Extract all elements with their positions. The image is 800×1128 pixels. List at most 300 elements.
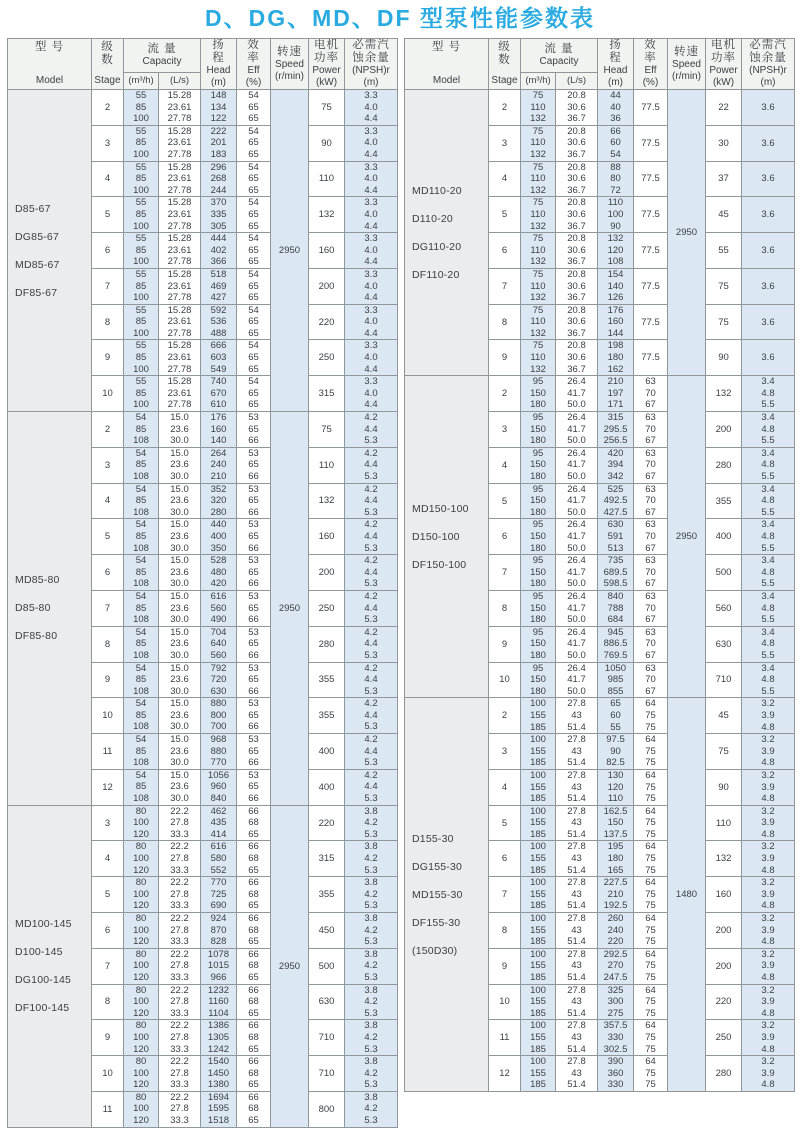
npsh-cell: 3.4 4.8 5.5 <box>742 626 795 662</box>
power-cell: 220 <box>309 805 345 841</box>
npsh-cell: 3.4 4.8 5.5 <box>742 483 795 519</box>
power-cell: 90 <box>706 769 742 805</box>
head-cell: 110 100 90 <box>598 197 634 233</box>
eff-cell: 54 65 65 <box>237 90 271 126</box>
head-cell: 924 870 828 <box>201 912 237 948</box>
npsh-cell: 3.3 4.0 4.4 <box>345 233 398 269</box>
col-header-stage: 级 数 Stage <box>489 39 521 90</box>
capacity-ls-cell: 15.28 23.61 27.78 <box>159 340 201 376</box>
power-cell: 200 <box>309 555 345 591</box>
capacity-ls-cell: 20.8 30.6 36.7 <box>556 304 598 340</box>
head-cell: 357.5 330 302.5 <box>598 1020 634 1056</box>
power-cell: 500 <box>309 948 345 984</box>
capacity-ls-cell: 15.28 23.61 27.78 <box>159 304 201 340</box>
head-cell: 592 536 488 <box>201 304 237 340</box>
head-cell: 154 140 126 <box>598 268 634 304</box>
head-cell: 880 800 700 <box>201 698 237 734</box>
eff-cell: 66 68 65 <box>237 948 271 984</box>
capacity-ls-cell: 27.8 43 51.4 <box>556 984 598 1020</box>
head-cell: 704 640 560 <box>201 626 237 662</box>
power-cell: 315 <box>309 841 345 877</box>
head-cell: 840 788 684 <box>598 590 634 626</box>
model-group <box>8 805 398 1127</box>
model-cell: MD100-145 D100-145 DG100-145 DF100-145 <box>8 805 92 1127</box>
stage-cell: 9 <box>489 948 521 984</box>
npsh-cell: 3.4 4.8 5.5 <box>742 662 795 698</box>
capacity-ls-cell: 22.2 27.8 33.3 <box>159 948 201 984</box>
stage-cell: 4 <box>92 483 124 519</box>
npsh-cell: 3.3 4.0 4.4 <box>345 340 398 376</box>
capacity-m3h-cell: 80 100 120 <box>124 877 159 913</box>
npsh-cell: 4.2 4.4 5.3 <box>345 698 398 734</box>
stage-cell: 7 <box>489 877 521 913</box>
power-cell: 355 <box>309 662 345 698</box>
capacity-m3h-cell: 80 100 120 <box>124 841 159 877</box>
header-row <box>405 39 795 73</box>
capacity-ls-cell: 20.8 30.6 36.7 <box>556 340 598 376</box>
capacity-m3h-cell: 95 150 180 <box>521 412 556 448</box>
stage-cell: 4 <box>489 769 521 805</box>
capacity-ls-cell: 27.8 43 51.4 <box>556 948 598 984</box>
capacity-ls-cell: 15.0 23.6 30.0 <box>159 734 201 770</box>
power-cell: 45 <box>706 197 742 233</box>
eff-cell: 53 65 66 <box>237 412 271 448</box>
eff-cell: 63 70 67 <box>634 626 668 662</box>
stage-cell: 6 <box>92 912 124 948</box>
eff-cell: 63 70 67 <box>634 447 668 483</box>
eff-cell: 63 70 67 <box>634 412 668 448</box>
eff-cell: 54 65 65 <box>237 376 271 412</box>
capacity-m3h-cell: 100 155 185 <box>521 877 556 913</box>
table-row <box>405 376 795 412</box>
eff-cell: 63 70 67 <box>634 590 668 626</box>
table-row <box>8 90 398 126</box>
speed-cell: 2950 <box>271 805 309 1127</box>
npsh-cell: 3.3 4.0 4.4 <box>345 161 398 197</box>
eff-cell: 77.5 <box>634 197 668 233</box>
stage-cell: 9 <box>92 340 124 376</box>
capacity-ls-cell: 22.2 27.8 33.3 <box>159 1091 201 1127</box>
power-cell: 315 <box>309 376 345 412</box>
stage-cell: 6 <box>489 841 521 877</box>
eff-cell: 77.5 <box>634 90 668 126</box>
model-cell: MD150-100 D150-100 DF150-100 <box>405 376 489 698</box>
head-cell: 735 689.5 598.5 <box>598 555 634 591</box>
eff-cell: 64 75 75 <box>634 948 668 984</box>
stage-cell: 9 <box>92 1020 124 1056</box>
eff-cell: 77.5 <box>634 161 668 197</box>
head-cell: 1694 1595 1518 <box>201 1091 237 1127</box>
head-cell: 1232 1160 1104 <box>201 984 237 1020</box>
pump-table-left <box>7 38 398 1128</box>
npsh-cell: 3.8 4.2 5.3 <box>345 1020 398 1056</box>
capacity-m3h-cell: 95 150 180 <box>521 555 556 591</box>
power-cell: 110 <box>309 447 345 483</box>
capacity-ls-cell: 26.4 41.7 50.0 <box>556 447 598 483</box>
power-cell: 710 <box>309 1056 345 1092</box>
capacity-m3h-cell: 55 85 100 <box>124 125 159 161</box>
eff-cell: 63 70 67 <box>634 662 668 698</box>
table-row <box>405 90 795 126</box>
capacity-m3h-cell: 80 100 120 <box>124 1056 159 1092</box>
table-row <box>8 412 398 448</box>
power-cell: 250 <box>309 340 345 376</box>
model-group <box>405 376 795 698</box>
head-cell: 222 201 183 <box>201 125 237 161</box>
power-cell: 500 <box>706 555 742 591</box>
capacity-m3h-cell: 54 85 108 <box>124 555 159 591</box>
capacity-ls-cell: 27.8 43 51.4 <box>556 805 598 841</box>
stage-cell: 3 <box>489 734 521 770</box>
capacity-m3h-cell: 54 85 108 <box>124 447 159 483</box>
capacity-m3h-cell: 100 155 185 <box>521 769 556 805</box>
capacity-ls-cell: 22.2 27.8 33.3 <box>159 805 201 841</box>
capacity-m3h-cell: 54 85 108 <box>124 769 159 805</box>
capacity-m3h-cell: 75 110 132 <box>521 197 556 233</box>
capacity-m3h-cell: 54 85 108 <box>124 483 159 519</box>
capacity-m3h-cell: 54 85 108 <box>124 590 159 626</box>
head-cell: 1386 1305 1242 <box>201 1020 237 1056</box>
power-cell: 250 <box>706 1020 742 1056</box>
eff-cell: 63 70 67 <box>634 376 668 412</box>
power-cell: 200 <box>706 948 742 984</box>
power-cell: 75 <box>706 304 742 340</box>
power-cell: 450 <box>309 912 345 948</box>
head-cell: 176 160 144 <box>598 304 634 340</box>
capacity-ls-cell: 20.8 30.6 36.7 <box>556 268 598 304</box>
power-cell: 400 <box>309 769 345 805</box>
stage-cell: 9 <box>489 626 521 662</box>
capacity-m3h-cell: 54 85 108 <box>124 698 159 734</box>
npsh-cell: 3.2 3.9 4.8 <box>742 805 795 841</box>
capacity-m3h-cell: 75 110 132 <box>521 304 556 340</box>
stage-cell: 8 <box>92 304 124 340</box>
eff-cell: 66 68 65 <box>237 1056 271 1092</box>
stage-cell: 10 <box>92 376 124 412</box>
col-header-unit-m3h: (m³/h) <box>124 73 159 90</box>
capacity-ls-cell: 15.28 23.61 27.78 <box>159 376 201 412</box>
stage-cell: 11 <box>92 1091 124 1127</box>
npsh-cell: 3.2 3.9 4.8 <box>742 698 795 734</box>
stage-cell: 5 <box>489 805 521 841</box>
head-cell: 260 240 220 <box>598 913 634 949</box>
capacity-m3h-cell: 55 85 100 <box>124 376 159 412</box>
col-header-unit-m3h: (m³/h) <box>521 73 556 90</box>
stage-cell: 4 <box>489 447 521 483</box>
head-cell: 176 160 140 <box>201 412 237 448</box>
capacity-m3h-cell: 95 150 180 <box>521 626 556 662</box>
head-cell: 130 120 110 <box>598 769 634 805</box>
npsh-cell: 3.2 3.9 4.8 <box>742 841 795 877</box>
col-header-speed: 转速 Speed (r/min) <box>271 39 309 90</box>
eff-cell: 77.5 <box>634 125 668 161</box>
head-cell: 292.5 270 247.5 <box>598 948 634 984</box>
page-title: D、DG、MD、DF 型泵性能参数表 <box>205 5 595 31</box>
head-cell: 740 670 610 <box>201 376 237 412</box>
col-header-head: 扬 程 Head (m) <box>201 39 237 90</box>
npsh-cell: 4.2 4.4 5.3 <box>345 734 398 770</box>
npsh-cell: 3.6 <box>742 161 795 197</box>
power-cell: 55 <box>706 233 742 269</box>
power-cell: 355 <box>309 698 345 734</box>
stage-cell: 3 <box>92 125 124 161</box>
capacity-m3h-cell: 80 100 120 <box>124 984 159 1020</box>
head-cell: 390 360 330 <box>598 1056 634 1092</box>
npsh-cell: 4.2 4.4 5.3 <box>345 590 398 626</box>
head-cell: 1056 960 840 <box>201 769 237 805</box>
capacity-ls-cell: 20.8 30.6 36.7 <box>556 233 598 269</box>
power-cell: 560 <box>706 590 742 626</box>
eff-cell: 63 70 67 <box>634 483 668 519</box>
head-cell: 945 886.5 769.5 <box>598 626 634 662</box>
eff-cell: 53 65 66 <box>237 555 271 591</box>
npsh-cell: 3.6 <box>742 197 795 233</box>
capacity-m3h-cell: 75 110 132 <box>521 340 556 376</box>
stage-cell: 8 <box>489 304 521 340</box>
head-cell: 264 240 210 <box>201 447 237 483</box>
capacity-ls-cell: 26.4 41.7 50.0 <box>556 483 598 519</box>
head-cell: 148 134 122 <box>201 90 237 126</box>
stage-cell: 6 <box>92 233 124 269</box>
col-header-unit-ls: (L/s) <box>159 73 201 90</box>
col-header-model: 型 号 Model <box>8 39 92 90</box>
power-cell: 280 <box>706 447 742 483</box>
stage-cell: 2 <box>92 90 124 126</box>
model-group <box>405 698 795 1092</box>
npsh-cell: 4.2 4.4 5.3 <box>345 555 398 591</box>
head-cell: 315 295.5 256.5 <box>598 412 634 448</box>
head-cell: 162.5 150 137.5 <box>598 805 634 841</box>
power-cell: 355 <box>309 877 345 913</box>
col-header-capacity: 流 量 Capacity <box>521 39 598 73</box>
stage-cell: 3 <box>489 125 521 161</box>
head-cell: 420 394 342 <box>598 447 634 483</box>
capacity-ls-cell: 15.28 23.61 27.78 <box>159 90 201 126</box>
power-cell: 630 <box>706 626 742 662</box>
npsh-cell: 3.8 4.2 5.3 <box>345 1091 398 1127</box>
head-cell: 666 603 549 <box>201 340 237 376</box>
col-header-npsh: 必需汽 蚀余量 (NPSH)r (m) <box>742 39 795 90</box>
eff-cell: 54 65 65 <box>237 304 271 340</box>
model-cell: MD110-20 D110-20 DG110-20 DF110-20 <box>405 90 489 376</box>
power-cell: 355 <box>706 483 742 519</box>
header-row <box>8 39 398 73</box>
capacity-ls-cell: 15.0 23.6 30.0 <box>159 769 201 805</box>
stage-cell: 2 <box>489 376 521 412</box>
head-cell: 462 435 414 <box>201 805 237 841</box>
power-cell: 800 <box>309 1091 345 1127</box>
power-cell: 400 <box>706 519 742 555</box>
head-cell: 352 320 280 <box>201 483 237 519</box>
stage-cell: 7 <box>489 555 521 591</box>
stage-cell: 5 <box>92 197 124 233</box>
capacity-ls-cell: 15.28 23.61 27.78 <box>159 233 201 269</box>
capacity-m3h-cell: 100 155 185 <box>521 841 556 877</box>
npsh-cell: 4.2 4.4 5.3 <box>345 662 398 698</box>
stage-cell: 7 <box>92 268 124 304</box>
eff-cell: 54 65 65 <box>237 268 271 304</box>
eff-cell: 66 68 65 <box>237 877 271 913</box>
stage-cell: 10 <box>489 984 521 1020</box>
model-group <box>8 90 398 412</box>
power-cell: 22 <box>706 90 742 126</box>
capacity-m3h-cell: 95 150 180 <box>521 483 556 519</box>
power-cell: 200 <box>706 913 742 949</box>
npsh-cell: 3.6 <box>742 125 795 161</box>
npsh-cell: 4.2 4.4 5.3 <box>345 519 398 555</box>
stage-cell: 12 <box>92 769 124 805</box>
capacity-ls-cell: 15.0 23.6 30.0 <box>159 662 201 698</box>
capacity-ls-cell: 27.8 43 51.4 <box>556 1020 598 1056</box>
head-cell: 195 180 165 <box>598 841 634 877</box>
head-cell: 525 492.5 427.5 <box>598 483 634 519</box>
model-cell: D85-67 DG85-67 MD85-67 DF85-67 <box>8 90 92 412</box>
power-cell: 30 <box>706 125 742 161</box>
stage-cell: 5 <box>489 483 521 519</box>
head-cell: 198 180 162 <box>598 340 634 376</box>
capacity-m3h-cell: 100 155 185 <box>521 984 556 1020</box>
stage-cell: 7 <box>489 268 521 304</box>
power-cell: 75 <box>309 90 345 126</box>
eff-cell: 54 65 65 <box>237 125 271 161</box>
power-cell: 280 <box>309 626 345 662</box>
npsh-cell: 3.2 3.9 4.8 <box>742 734 795 770</box>
head-cell: 66 60 54 <box>598 125 634 161</box>
capacity-m3h-cell: 55 85 100 <box>124 161 159 197</box>
eff-cell: 63 70 67 <box>634 555 668 591</box>
capacity-m3h-cell: 55 85 100 <box>124 233 159 269</box>
capacity-m3h-cell: 95 150 180 <box>521 590 556 626</box>
head-cell: 616 580 552 <box>201 841 237 877</box>
npsh-cell: 3.8 4.2 5.3 <box>345 841 398 877</box>
capacity-ls-cell: 15.28 23.61 27.78 <box>159 197 201 233</box>
capacity-ls-cell: 15.0 23.6 30.0 <box>159 698 201 734</box>
capacity-m3h-cell: 54 85 108 <box>124 519 159 555</box>
capacity-m3h-cell: 95 150 180 <box>521 447 556 483</box>
npsh-cell: 3.2 3.9 4.8 <box>742 1020 795 1056</box>
stage-cell: 11 <box>489 1020 521 1056</box>
capacity-ls-cell: 15.0 23.6 30.0 <box>159 626 201 662</box>
capacity-ls-cell: 22.2 27.8 33.3 <box>159 1056 201 1092</box>
power-cell: 75 <box>706 268 742 304</box>
capacity-m3h-cell: 100 155 185 <box>521 734 556 770</box>
stage-cell: 6 <box>92 555 124 591</box>
eff-cell: 53 65 66 <box>237 626 271 662</box>
npsh-cell: 3.2 3.9 4.8 <box>742 913 795 949</box>
npsh-cell: 3.4 4.8 5.5 <box>742 519 795 555</box>
stage-cell: 7 <box>92 948 124 984</box>
col-header-model: 型 号 Model <box>405 39 489 90</box>
eff-cell: 54 65 65 <box>237 161 271 197</box>
capacity-m3h-cell: 75 110 132 <box>521 233 556 269</box>
speed-cell: 2950 <box>668 90 706 376</box>
eff-cell: 64 75 75 <box>634 1020 668 1056</box>
capacity-m3h-cell: 80 100 120 <box>124 1091 159 1127</box>
eff-cell: 53 65 66 <box>237 447 271 483</box>
npsh-cell: 3.6 <box>742 233 795 269</box>
npsh-cell: 3.8 4.2 5.3 <box>345 984 398 1020</box>
power-cell: 75 <box>706 734 742 770</box>
col-header-eff: 效 率 Eff (%) <box>237 39 271 90</box>
capacity-m3h-cell: 80 100 120 <box>124 912 159 948</box>
head-cell: 770 725 690 <box>201 877 237 913</box>
capacity-ls-cell: 15.0 23.6 30.0 <box>159 519 201 555</box>
npsh-cell: 3.8 4.2 5.3 <box>345 805 398 841</box>
eff-cell: 54 65 65 <box>237 233 271 269</box>
capacity-m3h-cell: 75 110 132 <box>521 268 556 304</box>
stage-cell: 8 <box>92 984 124 1020</box>
stage-cell: 3 <box>489 412 521 448</box>
capacity-ls-cell: 27.8 43 51.4 <box>556 698 598 734</box>
power-cell: 630 <box>309 984 345 1020</box>
capacity-ls-cell: 26.4 41.7 50.0 <box>556 662 598 698</box>
npsh-cell: 3.4 4.8 5.5 <box>742 555 795 591</box>
eff-cell: 64 75 75 <box>634 769 668 805</box>
capacity-m3h-cell: 95 150 180 <box>521 376 556 412</box>
stage-cell: 2 <box>92 412 124 448</box>
capacity-m3h-cell: 100 155 185 <box>521 805 556 841</box>
capacity-ls-cell: 22.2 27.8 33.3 <box>159 1020 201 1056</box>
head-cell: 616 560 490 <box>201 590 237 626</box>
capacity-ls-cell: 26.4 41.7 50.0 <box>556 590 598 626</box>
col-header-power: 电机 功率 Power (kW) <box>309 39 345 90</box>
capacity-ls-cell: 15.0 23.6 30.0 <box>159 590 201 626</box>
head-cell: 1540 1450 1380 <box>201 1056 237 1092</box>
capacity-ls-cell: 27.8 43 51.4 <box>556 1056 598 1092</box>
power-cell: 110 <box>706 805 742 841</box>
capacity-m3h-cell: 55 85 100 <box>124 197 159 233</box>
head-cell: 210 197 171 <box>598 376 634 412</box>
capacity-ls-cell: 26.4 41.7 50.0 <box>556 626 598 662</box>
capacity-m3h-cell: 95 150 180 <box>521 662 556 698</box>
power-cell: 280 <box>706 1056 742 1092</box>
eff-cell: 77.5 <box>634 304 668 340</box>
speed-cell: 1480 <box>668 698 706 1092</box>
capacity-ls-cell: 15.0 23.6 30.0 <box>159 555 201 591</box>
head-cell: 97.5 90 82.5 <box>598 734 634 770</box>
capacity-m3h-cell: 75 110 132 <box>521 125 556 161</box>
capacity-m3h-cell: 55 85 100 <box>124 90 159 126</box>
capacity-m3h-cell: 54 85 108 <box>124 626 159 662</box>
stage-cell: 5 <box>489 197 521 233</box>
power-cell: 250 <box>309 590 345 626</box>
tables-container <box>7 38 793 1128</box>
eff-cell: 53 65 66 <box>237 698 271 734</box>
power-cell: 132 <box>706 841 742 877</box>
stage-cell: 7 <box>92 590 124 626</box>
capacity-m3h-cell: 55 85 100 <box>124 268 159 304</box>
head-cell: 370 335 305 <box>201 197 237 233</box>
stage-cell: 10 <box>92 1056 124 1092</box>
eff-cell: 77.5 <box>634 233 668 269</box>
npsh-cell: 3.3 4.0 4.4 <box>345 268 398 304</box>
npsh-cell: 3.6 <box>742 90 795 126</box>
speed-cell: 2950 <box>271 412 309 806</box>
npsh-cell: 3.8 4.2 5.3 <box>345 948 398 984</box>
capacity-m3h-cell: 54 85 108 <box>124 662 159 698</box>
npsh-cell: 3.3 4.0 4.4 <box>345 304 398 340</box>
npsh-cell: 3.6 <box>742 268 795 304</box>
eff-cell: 53 65 66 <box>237 769 271 805</box>
power-cell: 160 <box>309 519 345 555</box>
capacity-ls-cell: 22.2 27.8 33.3 <box>159 912 201 948</box>
power-cell: 132 <box>706 376 742 412</box>
npsh-cell: 3.2 3.9 4.8 <box>742 1056 795 1092</box>
head-cell: 968 880 770 <box>201 734 237 770</box>
stage-cell: 3 <box>92 805 124 841</box>
capacity-ls-cell: 15.0 23.6 30.0 <box>159 447 201 483</box>
power-cell: 220 <box>706 984 742 1020</box>
